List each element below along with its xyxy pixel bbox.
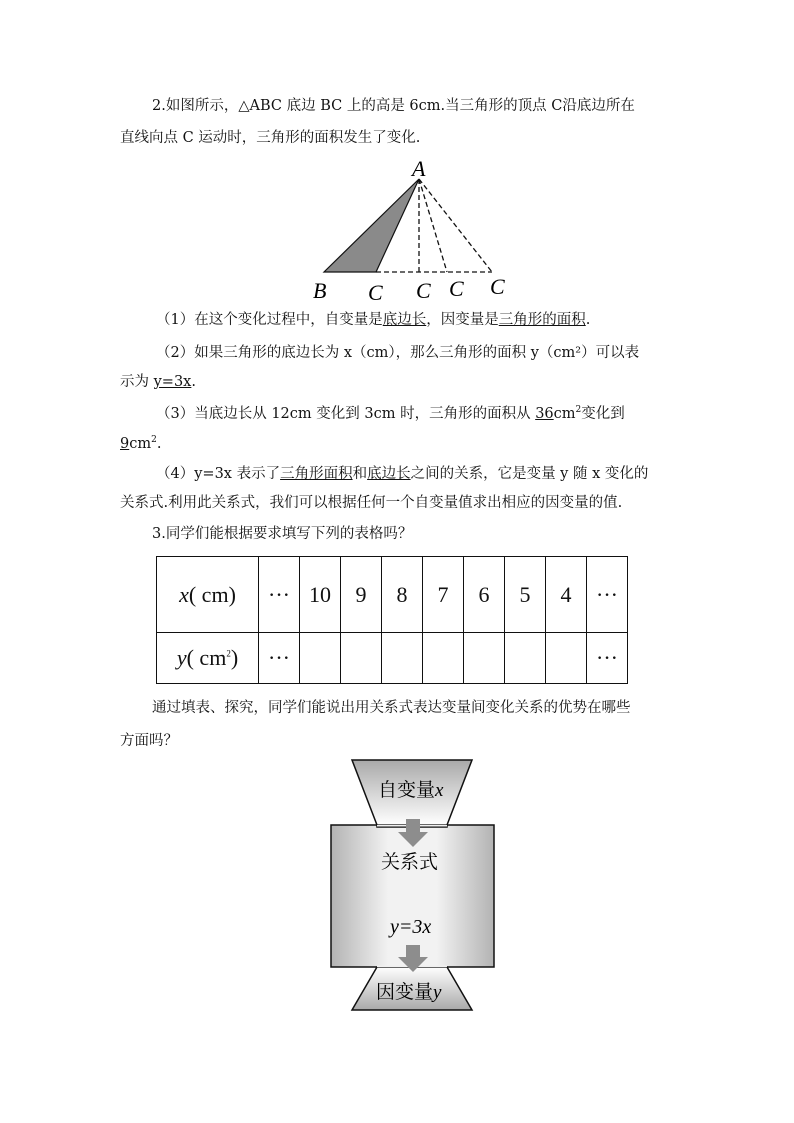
a4-term-2: 底边长 [367, 466, 411, 482]
table-row-y [157, 633, 628, 684]
label-c2: C [416, 278, 431, 303]
label-c3: C [449, 276, 464, 301]
a4-end: 之间的关系，它是变量 y 随 x 变化的 [410, 466, 649, 482]
y-cell[interactable] [505, 633, 546, 684]
a4-term-1: 三角形面积 [280, 466, 353, 482]
summary-line1: 通过填表、探究，同学们能说出用关系式表达变量间变化关系的优势在哪些 [152, 700, 631, 716]
label-b: B [313, 278, 327, 303]
flow-diagram [0, 757, 794, 1017]
a3-value-1: 36 [535, 406, 554, 422]
y-var: y [176, 645, 187, 670]
x-cell: ··· [587, 557, 628, 633]
q3-title: 3.同学们能根据要求填写下列的表格吗？ [152, 526, 413, 542]
a4-prefix: （4）y=3x 表示了 [156, 466, 281, 482]
flow-mid-label: 关系式 [381, 851, 439, 873]
x-cell: 6 [464, 557, 505, 633]
y-cell[interactable] [423, 633, 464, 684]
x-cell: 9 [341, 557, 382, 633]
table-row-x [157, 557, 628, 633]
flow-top-label: 自变量x [378, 779, 444, 801]
a3-prefix: （3）当底边长从 12cm 变化到 3cm 时，三角形的面积从 [156, 406, 536, 422]
q2-line2: 直线向点 C 运动时，三角形的面积发生了变化. [120, 130, 421, 146]
a1-dependent: 三角形的面积 [498, 312, 586, 328]
answer-3-line1 [156, 404, 625, 424]
y-cell[interactable] [464, 633, 505, 684]
a2-formula: y=3x [153, 374, 192, 390]
y-cell[interactable]: ··· [259, 633, 300, 684]
a4-mid: 和 [352, 466, 368, 482]
y-unit-pre: ( cm [186, 645, 227, 670]
answer-2-line2 [120, 372, 196, 392]
answer-4-line2: 关系式.利用此关系式，我们可以根据任何一个自变量值求出相应的因变量的值. [120, 495, 623, 511]
dashed-side-1 [419, 179, 447, 272]
answer-4-line1 [156, 464, 648, 484]
flow-formula: y=3x [390, 916, 432, 938]
a3-sup-1: 2 [575, 405, 582, 416]
dashed-side-2 [419, 179, 492, 272]
shaded-triangle [324, 179, 419, 272]
flow-bottom-label: 因变量y [376, 981, 442, 1003]
answer-2-line1: （2）如果三角形的底边长为 x（cm），那么三角形的面积 y（cm²）可以表 [156, 345, 640, 361]
x-header-cell [157, 557, 259, 633]
a1-end: . [585, 312, 591, 328]
a3-end-1: 变化到 [581, 406, 625, 422]
y-header-cell [157, 633, 259, 684]
a1-mid: ，因变量是 [426, 312, 499, 328]
y-unit-post: ) [230, 645, 239, 670]
label-a: A [412, 156, 426, 181]
answer-3-line2 [120, 434, 161, 454]
x-cell: 7 [423, 557, 464, 633]
a2-prefix: 示为 [120, 374, 154, 390]
triangle-diagram [0, 152, 794, 312]
y-cell[interactable] [382, 633, 423, 684]
label-c4: C [490, 274, 505, 299]
y-unit-sup: 2 [226, 648, 231, 659]
answer-1 [156, 310, 590, 330]
x-cell: ··· [259, 557, 300, 633]
x-unit: ( cm) [188, 581, 236, 607]
x-cell: 5 [505, 557, 546, 633]
a2-end: . [191, 374, 196, 390]
a3-end-2: . [156, 436, 162, 452]
x-cell: 10 [300, 557, 341, 633]
value-table [156, 556, 628, 684]
y-cell[interactable] [546, 633, 587, 684]
y-cell[interactable] [341, 633, 382, 684]
label-c1: C [368, 280, 383, 305]
a1-independent: 底边长 [382, 312, 427, 328]
x-cell: 4 [546, 557, 587, 633]
q2-line1: 2.如图所示，△ABC 底边 BC 上的高是 6cm.当三角形的顶点 C沿底边所在 [152, 98, 635, 114]
a3-unit-2: cm [129, 436, 152, 452]
x-cell: 8 [382, 557, 423, 633]
y-cell[interactable] [300, 633, 341, 684]
a3-value-2: 9 [120, 436, 130, 452]
y-cell[interactable]: ··· [587, 633, 628, 684]
a3-sup-2: 2 [151, 435, 157, 446]
a3-unit-1: cm [553, 406, 576, 422]
a1-prefix: （1）在这个变化过程中，自变量是 [156, 312, 383, 328]
summary-line2: 方面吗？ [120, 733, 178, 749]
x-var: x [179, 581, 189, 607]
